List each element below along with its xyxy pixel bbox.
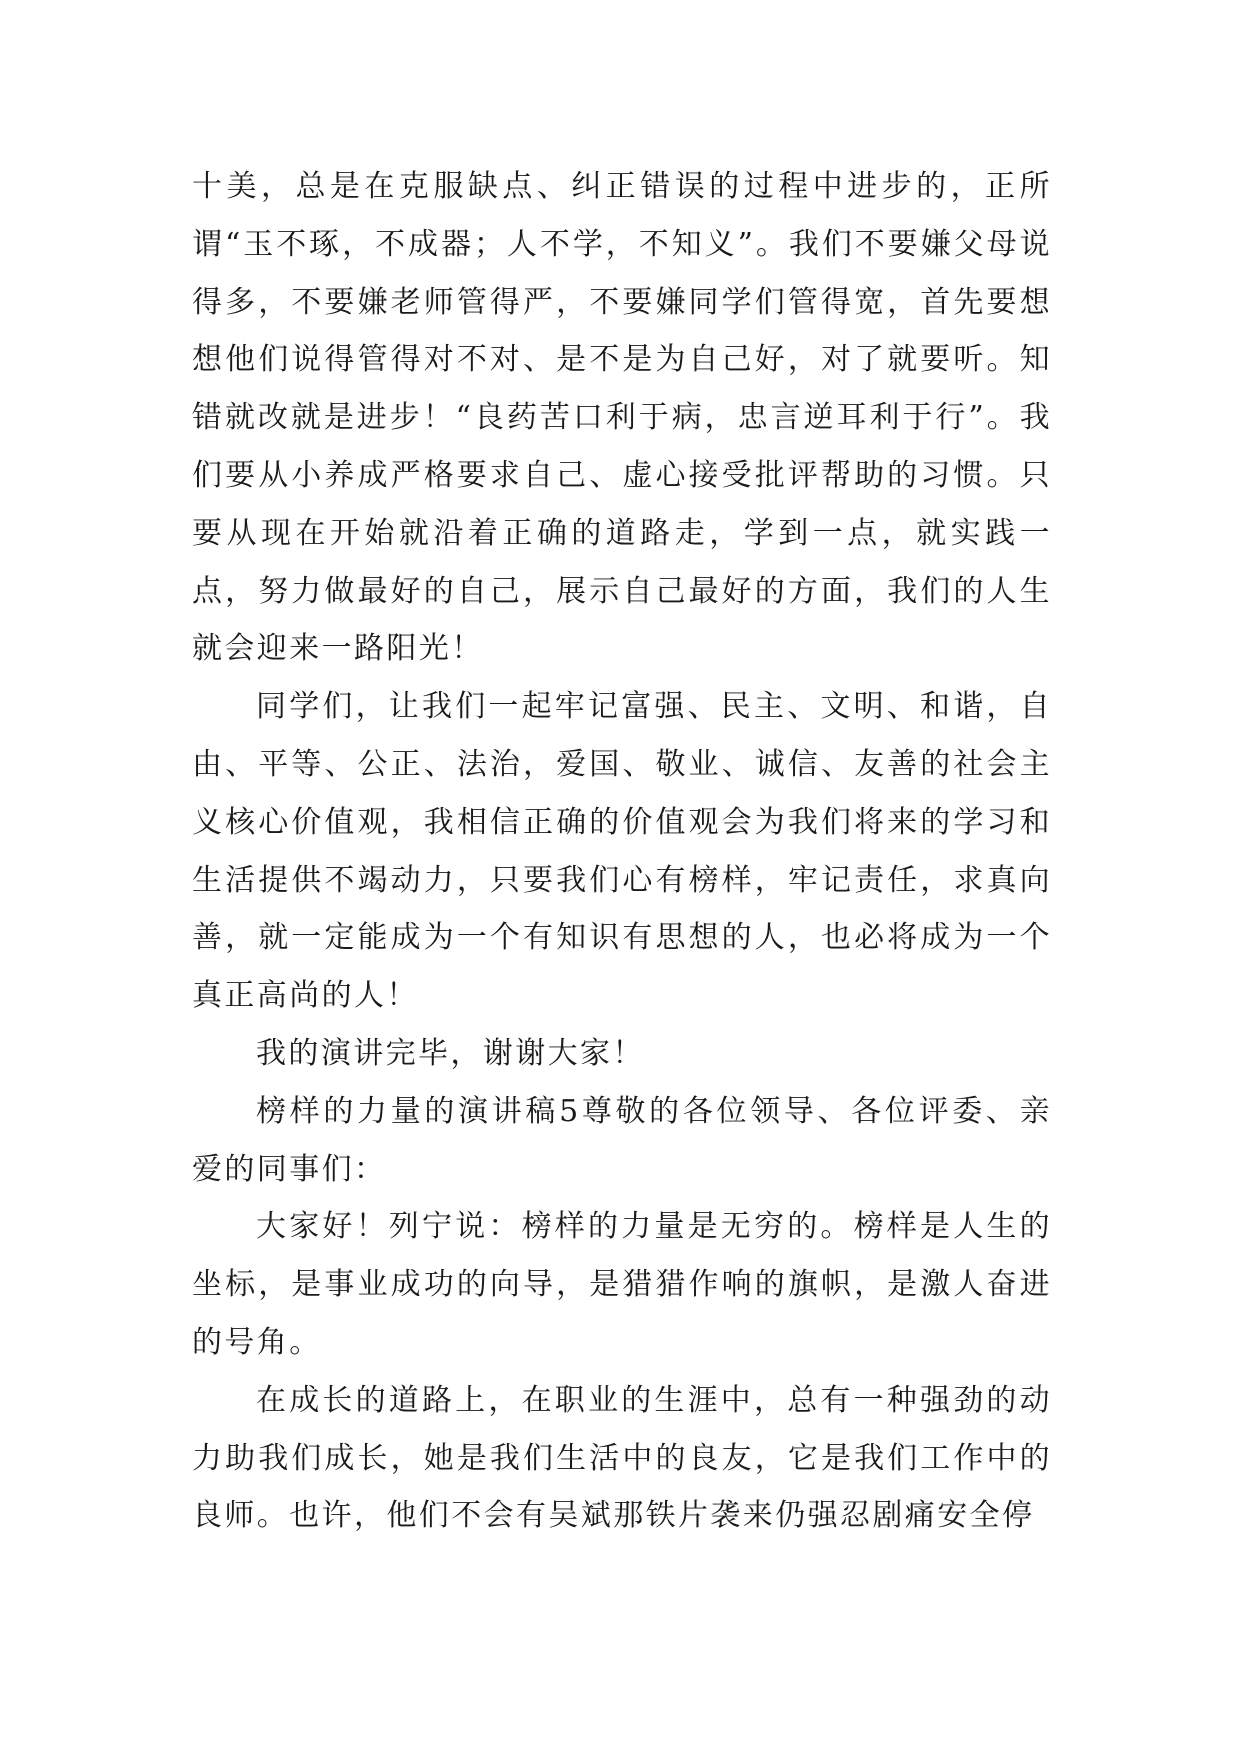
paragraph-4: 榜样的力量的演讲稿5尊敬的各位领导、各位评委、亲爱的同事们：: [192, 1093, 1052, 1187]
document-body: [192, 158, 1052, 1545]
paragraph-6: 在成长的道路上，在职业的生涯中，总有一种强劲的动力助我们成长，她是我们生活中的良友，它是我们工作中的良师。也许，他们不会有吴斌那铁片袭来仍强忍剧痛安全停: [192, 1382, 1052, 1534]
paragraph-1: 十美，总是在克服缺点、纠正错误的过程中进步的，正所谓“玉不琢，不成器；人不学，不知义”。我们不要嫌父母说得多，不要嫌老师管得严，不要嫌同学们管得宽，首先要想想他们说得管得对不对、是不是为自己好，对了就要听。知错就改就是进步！“良药苦口利于病，忠言逆耳利于行”。我们要从小养成严格要求自己、虚心接受批评帮助的习惯。只要从现在开始就沿着正确的道路走，学到一点，就实践一点，努力做最好的自己，展示自己最好的方面，我们的人生就会迎来一路阳光！: [192, 169, 1052, 667]
paragraph-3: 我的演讲完毕，谢谢大家！: [256, 1035, 645, 1071]
paragraph-2: 同学们，让我们一起牢记富强、民主、文明、和谐，自由、平等、公正、法治，爱国、敬业、诚信、友善的社会主义核心价值观，我相信正确的价值观会为我们将来的学习和生活提供不竭动力，只要我们心有榜样，牢记责任，求真向善，就一定能成为一个有知识有思想的人，也必将成为一个真正高尚的人！: [192, 689, 1052, 1014]
paragraph-5: 大家好！列宁说：榜样的力量是无穷的。榜样是人生的坐标，是事业成功的向导，是猎猎作响的旗帜，是激人奋进的号角。: [192, 1209, 1052, 1360]
